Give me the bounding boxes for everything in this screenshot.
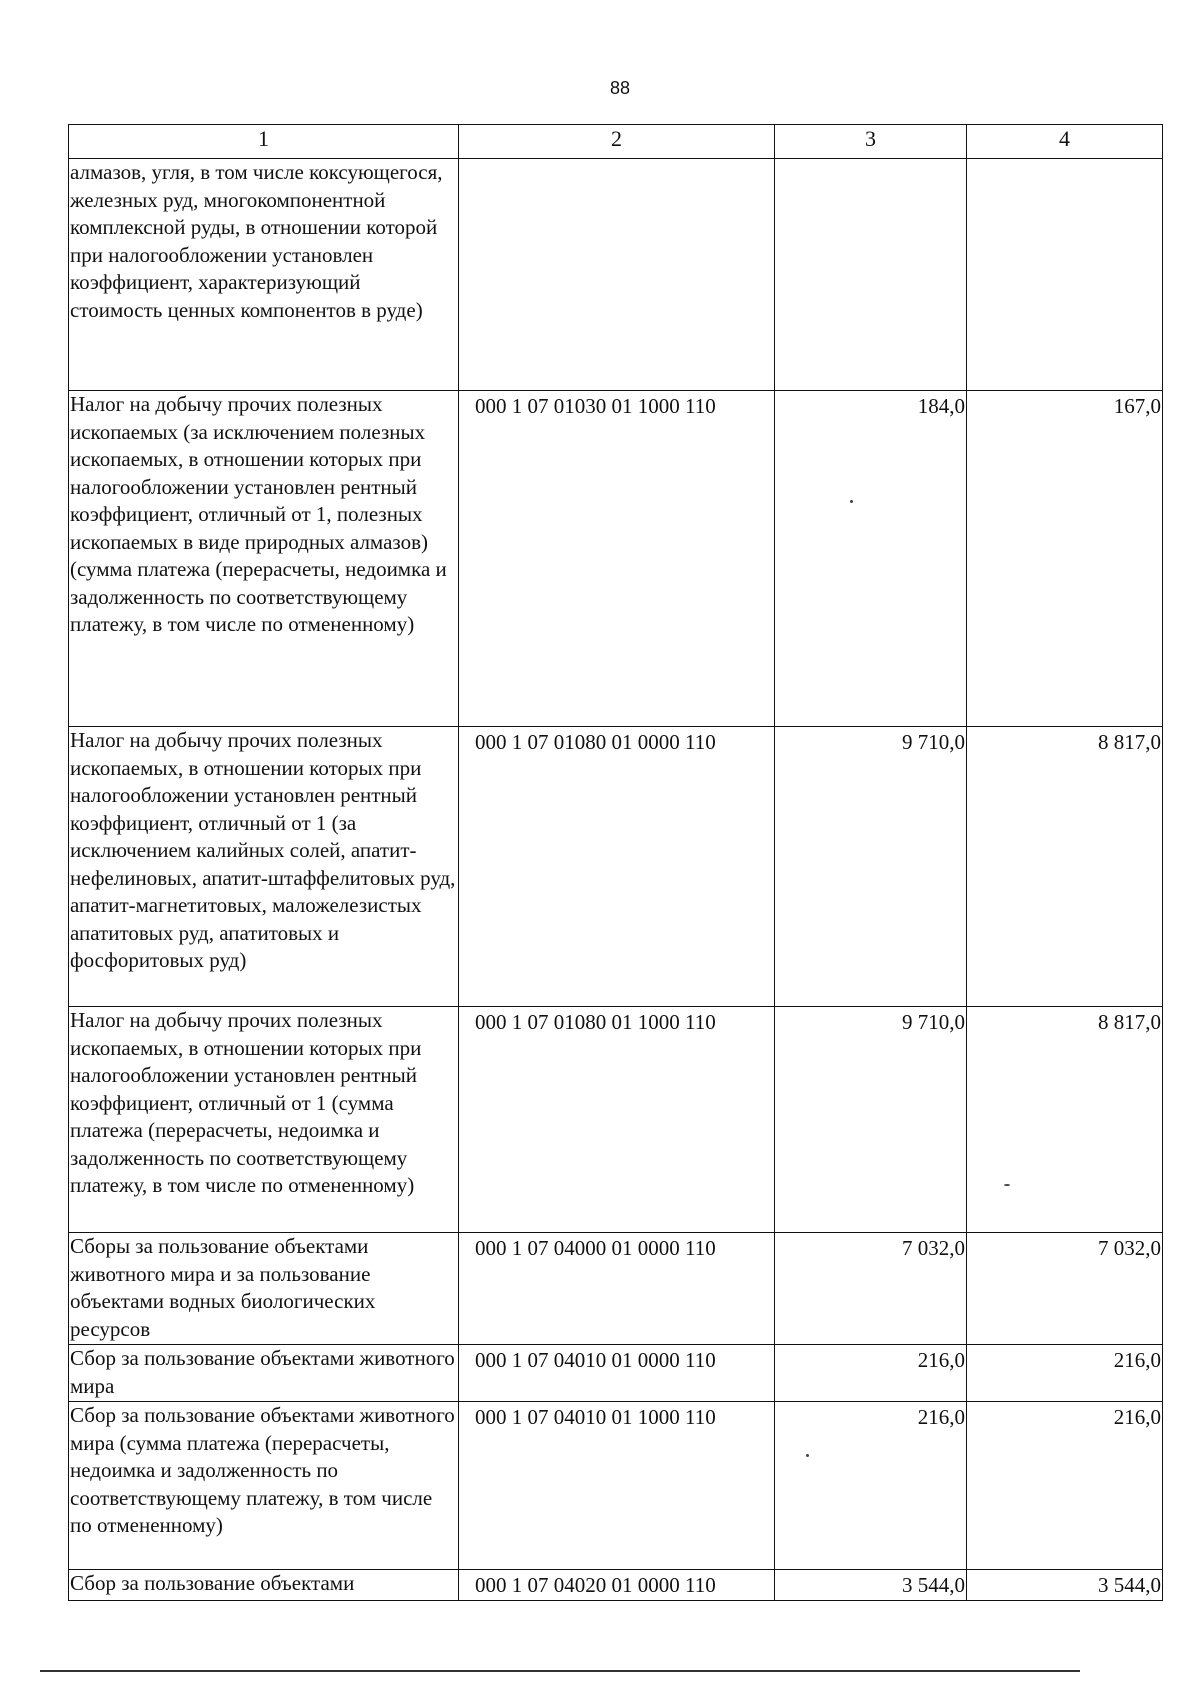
table-body	[69, 159, 1163, 1601]
row-value-1: 9 710,0	[775, 727, 967, 1007]
row-name: Налог на добычу прочих полезных ископаемых, в отношении которых при налогообложении установлен рентный коэффициент, отличный от 1 (за исключением калийных солей, апатит-нефелиновых, апатит-штаффелитовых руд, апатит-магнетитовых, маложелезистых апатитовых руд, апатитовых и фосфоритовых руд)	[69, 727, 459, 1007]
row-value-2: 216,0	[967, 1402, 1163, 1570]
row-code: 000 1 07 04020 01 0000 110	[459, 1570, 775, 1601]
row-name: Налог на добычу прочих полезных ископаемых (за исключением полезных ископаемых, в отношении которых при налогообложении установлен рентный коэффициент, отличный от 1, полезных ископаемых в виде природных алмазов) (сумма платежа (перерасчеты, недоимка и задолженность по соответствующему платежу, в том числе по отмененному)	[69, 391, 459, 727]
row-code: 000 1 07 04000 01 0000 110	[459, 1233, 775, 1345]
row-code: 000 1 07 01080 01 0000 110	[459, 727, 775, 1007]
row-value-1: 216,0	[775, 1402, 967, 1570]
row-code: 000 1 07 01080 01 1000 110	[459, 1007, 775, 1233]
row-name: Сбор за пользование объектами животного мира (сумма платежа (перерасчеты, недоимка и задолженность по соответствующему платежу, в том числе по отмененному)	[69, 1402, 459, 1570]
bottom-rule	[40, 1670, 1080, 1672]
table-row	[69, 1570, 1163, 1601]
header-col-2: 2	[459, 125, 775, 159]
row-value-2: 8 817,0	[967, 1007, 1163, 1233]
row-value-2: 167,0	[967, 391, 1163, 727]
row-name: Сбор за пользование объектами	[69, 1570, 459, 1601]
row-value-2: 8 817,0	[967, 727, 1163, 1007]
row-value-1: 9 710,0	[775, 1007, 967, 1233]
table-row	[69, 159, 1163, 391]
row-value-2	[967, 159, 1163, 391]
header-col-3: 3	[775, 125, 967, 159]
header-col-4: 4	[967, 125, 1163, 159]
scan-speck	[850, 500, 853, 503]
row-value-2: 3 544,0	[967, 1570, 1163, 1601]
row-name: Сборы за пользование объектами животного мира и за пользование объектами водных биологических ресурсов	[69, 1233, 459, 1345]
scan-speck	[806, 1454, 809, 1457]
table-row	[69, 391, 1163, 727]
revenue-table	[68, 124, 1163, 1601]
row-code	[459, 159, 775, 391]
row-name: Налог на добычу прочих полезных ископаемых, в отношении которых при налогообложении установлен рентный коэффициент, отличный от 1 (сумма платежа (перерасчеты, недоимка и задолженность по соответствующему платежу, в том числе по отмененному)	[69, 1007, 459, 1233]
row-code: 000 1 07 01030 01 1000 110	[459, 391, 775, 727]
table-row	[69, 1007, 1163, 1233]
row-value-2: 216,0	[967, 1345, 1163, 1402]
table-row	[69, 727, 1163, 1007]
row-value-1: 184,0	[775, 391, 967, 727]
table-row	[69, 1402, 1163, 1570]
header-row	[69, 125, 1163, 159]
row-value-1: 7 032,0	[775, 1233, 967, 1345]
row-name: Сбор за пользование объектами животного мира	[69, 1345, 459, 1402]
table-header	[69, 125, 1163, 159]
row-code: 000 1 07 04010 01 1000 110	[459, 1402, 775, 1570]
page-number: 88	[609, 78, 631, 98]
table-row	[69, 1345, 1163, 1402]
row-value-2: 7 032,0	[967, 1233, 1163, 1345]
table-row	[69, 1233, 1163, 1345]
row-value-1	[775, 159, 967, 391]
row-name: алмазов, угля, в том числе коксующегося, железных руд, многокомпонентной комплексной руды, в отношении которой при налогообложении установлен коэффициент, характеризующий стоимость ценных компонентов в руде)	[69, 159, 459, 391]
row-value-1: 216,0	[775, 1345, 967, 1402]
header-col-1: 1	[69, 125, 459, 159]
row-value-1: 3 544,0	[775, 1570, 967, 1601]
scan-speck	[1004, 1184, 1010, 1186]
row-code: 000 1 07 04010 01 0000 110	[459, 1345, 775, 1402]
